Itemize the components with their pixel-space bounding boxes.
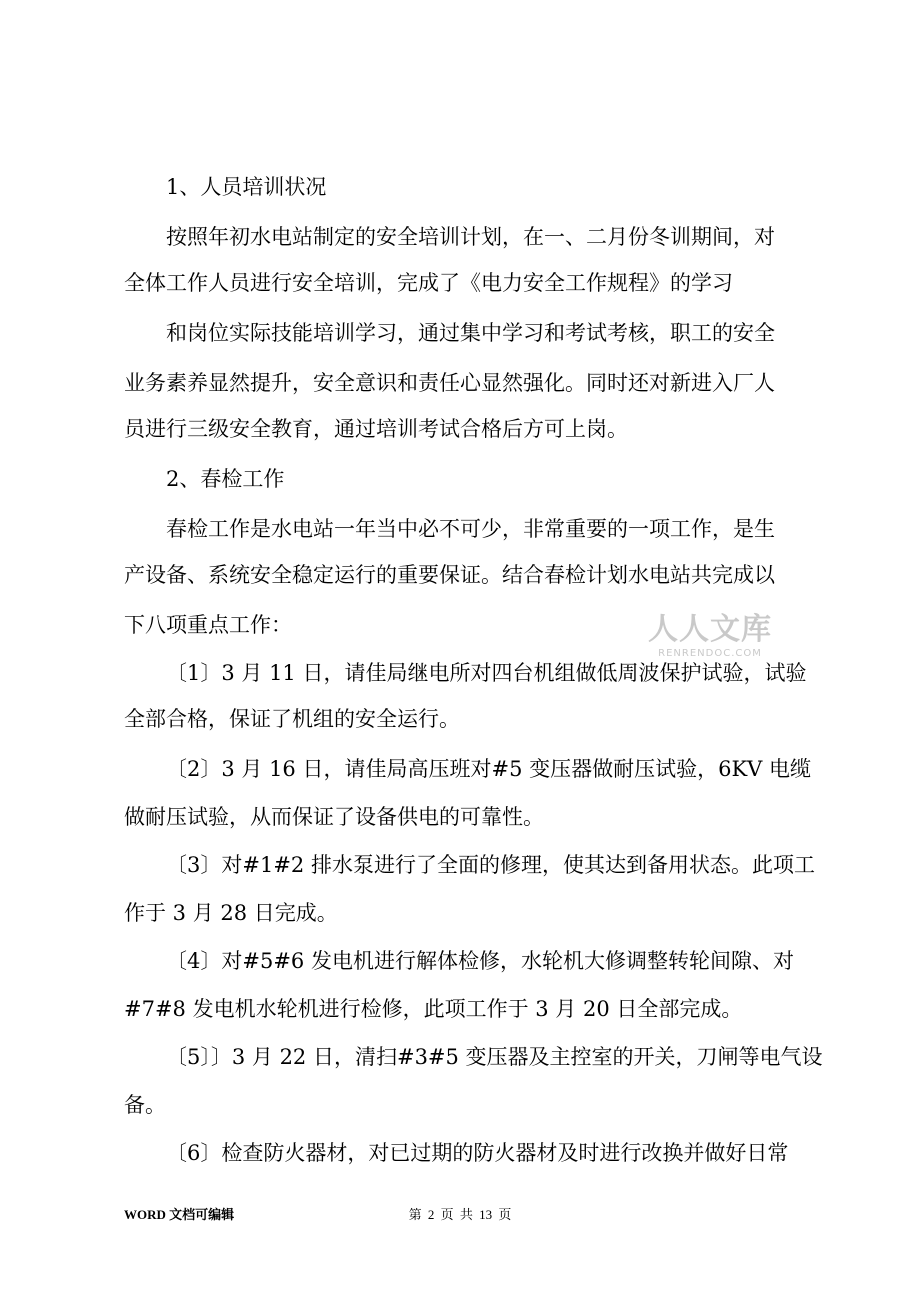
paragraph-line: 员进行三级安全教育，通过培训考试合格后方可上岗。 bbox=[124, 417, 628, 441]
list-item-line: 全部合格，保证了机组的安全运行。 bbox=[124, 707, 460, 731]
list-item-line: 〔5〕〕3 月 22 日，清扫#3#5 变压器及主控室的开关，刀闸等电气设 bbox=[166, 1045, 823, 1069]
list-item-line: 〔1〕3 月 11 日，请佳局继电所对四台机组做低周波保护试验，试验 bbox=[166, 661, 807, 685]
list-item-line: 〔3〕对#1#2 排水泵进行了全面的修理，使其达到备用状态。此项工 bbox=[166, 853, 815, 877]
list-item-line: 〔2〕3 月 16 日，请佳局高压班对#5 变压器做耐压试验，6KV 电缆 bbox=[166, 757, 811, 781]
list-item-line: 〔4〕对#5#6 发电机进行解体检修，水轮机大修调整转轮间隙、对 bbox=[166, 949, 794, 973]
footer-editable-note: WORD 文档可编辑 bbox=[124, 1207, 235, 1222]
paragraph-line: 按照年初水电站制定的安全培训计划，在一、二月份冬训期间，对 bbox=[166, 225, 775, 249]
section-heading-training: 1、人员培训状况 bbox=[166, 175, 327, 199]
list-item-line: 〔6〕检查防火器材，对已过期的防火器材及时进行改换并做好日常 bbox=[166, 1141, 789, 1165]
watermark-title: 人人文库 bbox=[648, 612, 772, 647]
paragraph-line: 春检工作是水电站一年当中必不可少，非常重要的一项工作，是生 bbox=[166, 517, 775, 541]
section-heading-spring-inspection: 2、春检工作 bbox=[166, 467, 285, 491]
footer-page-number: 第 2 页 共 13 页 bbox=[408, 1207, 512, 1222]
paragraph-line: 全体工作人员进行安全培训，完成了《电力安全工作规程》的学习 bbox=[124, 271, 733, 295]
list-item-line: 作于 3 月 28 日完成。 bbox=[124, 901, 338, 925]
paragraph-line: 业务素养显然提升，安全意识和责任心显然强化。同时还对新进入厂人 bbox=[124, 371, 775, 395]
list-item-line: 做耐压试验，从而保证了设备供电的可靠性。 bbox=[124, 805, 544, 829]
watermark-subtitle: RENRENDOC.COM bbox=[658, 648, 762, 659]
paragraph-line: 产设备、系统安全稳定运行的重要保证。结合春检计划水电站共完成以 bbox=[124, 563, 775, 587]
paragraph-line: 下八项重点工作： bbox=[124, 613, 292, 637]
watermark-logo bbox=[640, 612, 780, 660]
paragraph-line: 和岗位实际技能培训学习，通过集中学习和考试考核，职工的安全 bbox=[166, 321, 775, 345]
list-item-line: #7#8 发电机水轮机进行检修，此项工作于 3 月 20 日全部完成。 bbox=[124, 997, 743, 1021]
list-item-line: 备。 bbox=[124, 1093, 166, 1117]
